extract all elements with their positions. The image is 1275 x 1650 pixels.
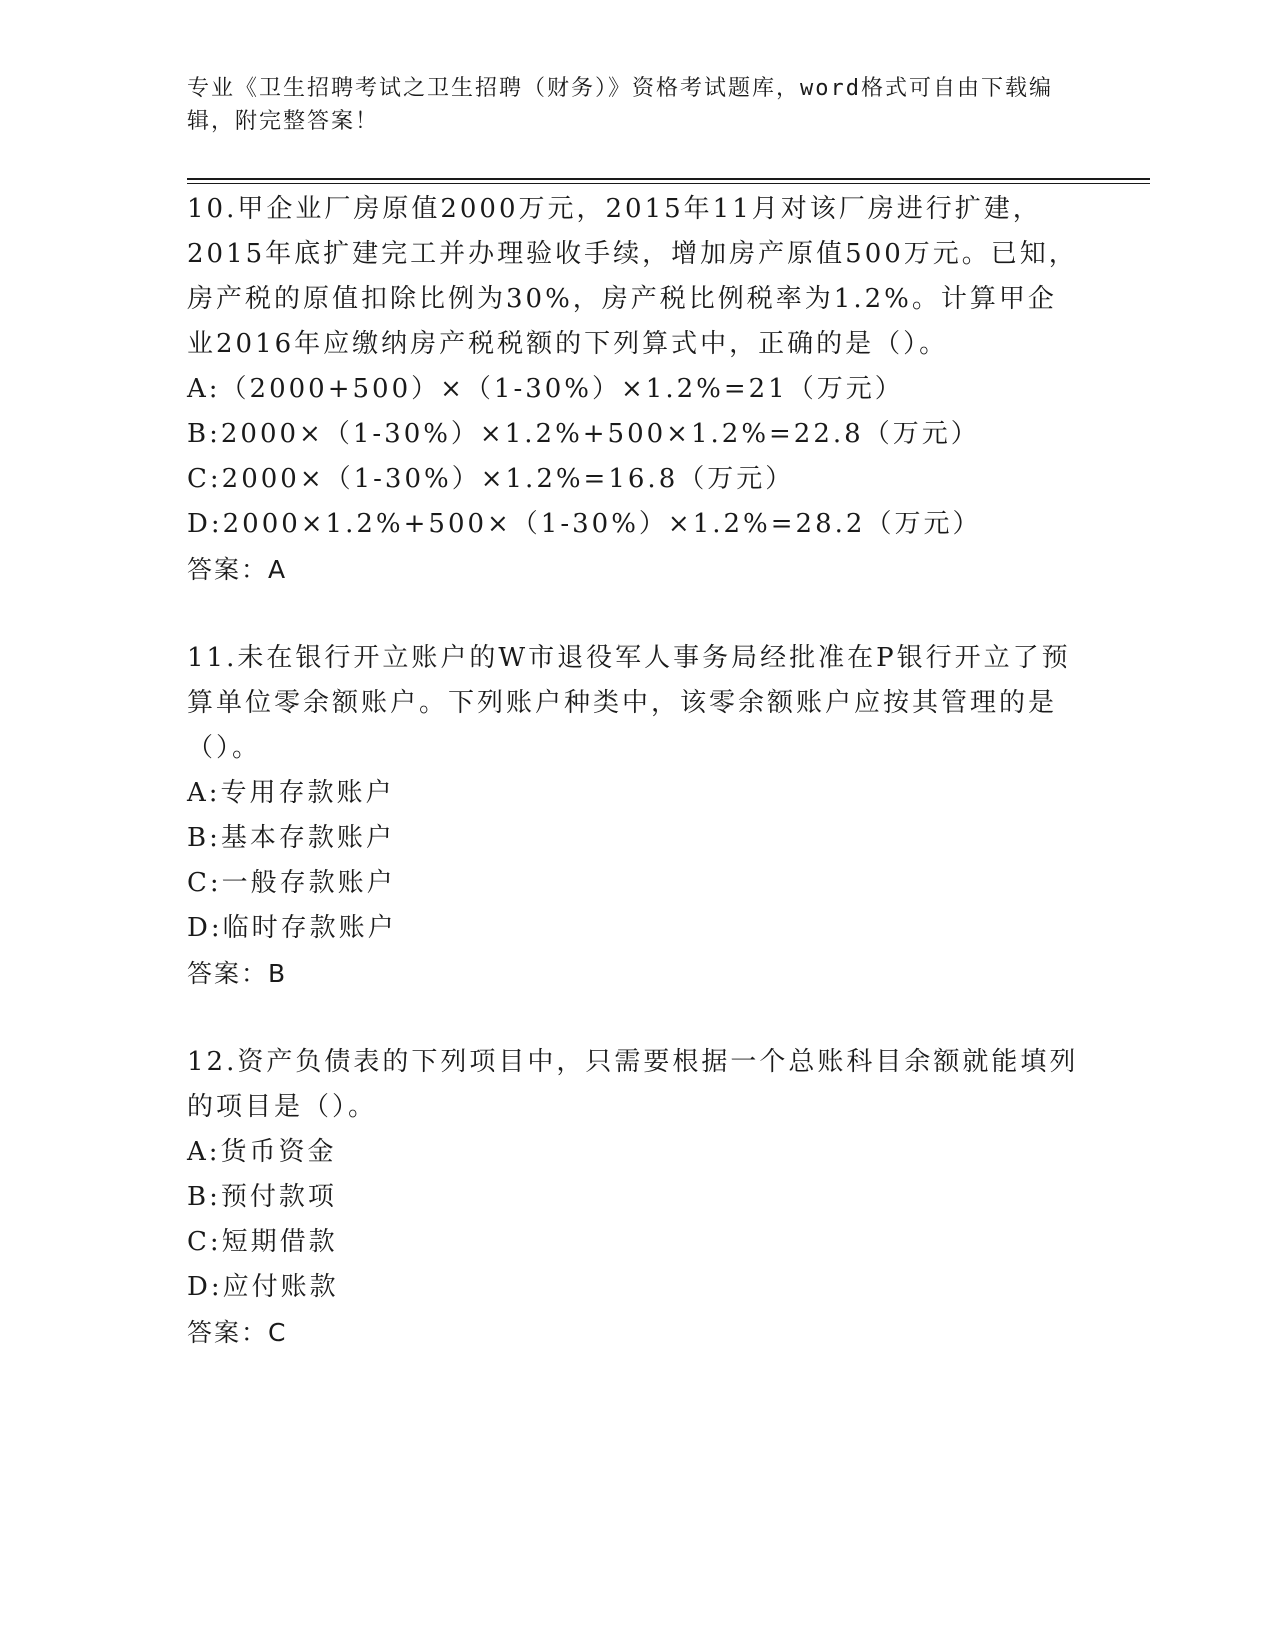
- answer-label: 答案：C: [187, 1318, 288, 1347]
- option-c: C:一般存款账户: [187, 868, 396, 898]
- question-10: [187, 187, 1082, 592]
- document-intro: 专业《卫生招聘考试之卫生招聘（财务）》资格考试题库，word格式可自由下载编辑，附完整答案！: [187, 76, 1053, 134]
- option-b: B:预付款项: [187, 1182, 337, 1212]
- answer-label: 答案：B: [187, 959, 288, 988]
- question-stem: 12.资产负债表的下列项目中，只需要根据一个总账科目余额就能填列的项目是（）。: [187, 1047, 1079, 1122]
- option-d: D:临时存款账户: [187, 913, 397, 943]
- option-c: C:短期借款: [187, 1227, 338, 1257]
- option-a: A:货币资金: [187, 1137, 337, 1167]
- option-a: A:专用存款账户: [187, 778, 395, 808]
- question-stem: 10.甲企业厂房原值2000万元，2015年11月对该厂房进行扩建，2015年底扩建完工并办理验收手续，增加房产原值500万元。已知，房产税的原值扣除比例为30%，房产税比例税率为1.2%。计算甲企业2016年应缴纳房产税税额的下列算式中，正确的是（）。: [187, 194, 1078, 359]
- option-d: D:2000×1.2%+500×（1-30%）×1.2%=28.2（万元）: [187, 509, 982, 539]
- question-list: [187, 187, 1082, 1399]
- question-11: [187, 636, 1082, 996]
- option-d: D:应付账款: [187, 1272, 339, 1302]
- question-stem: 11.未在银行开立账户的W市退役军人事务局经批准在P银行开立了预算单位零余额账户。下列账户种类中，该零余额账户应按其管理的是（）。: [187, 643, 1071, 763]
- question-12: [187, 1040, 1082, 1355]
- option-a: A:（2000+500）×（1-30%）×1.2%=21（万元）: [187, 374, 904, 404]
- option-b: B:2000×（1-30%）×1.2%+500×1.2%=22.8（万元）: [187, 419, 980, 449]
- header-divider-thin: [187, 183, 1150, 184]
- option-c: C:2000×（1-30%）×1.2%=16.8（万元）: [187, 464, 795, 494]
- option-b: B:基本存款账户: [187, 823, 395, 853]
- header-divider: [187, 178, 1150, 180]
- answer-label: 答案：A: [187, 555, 288, 584]
